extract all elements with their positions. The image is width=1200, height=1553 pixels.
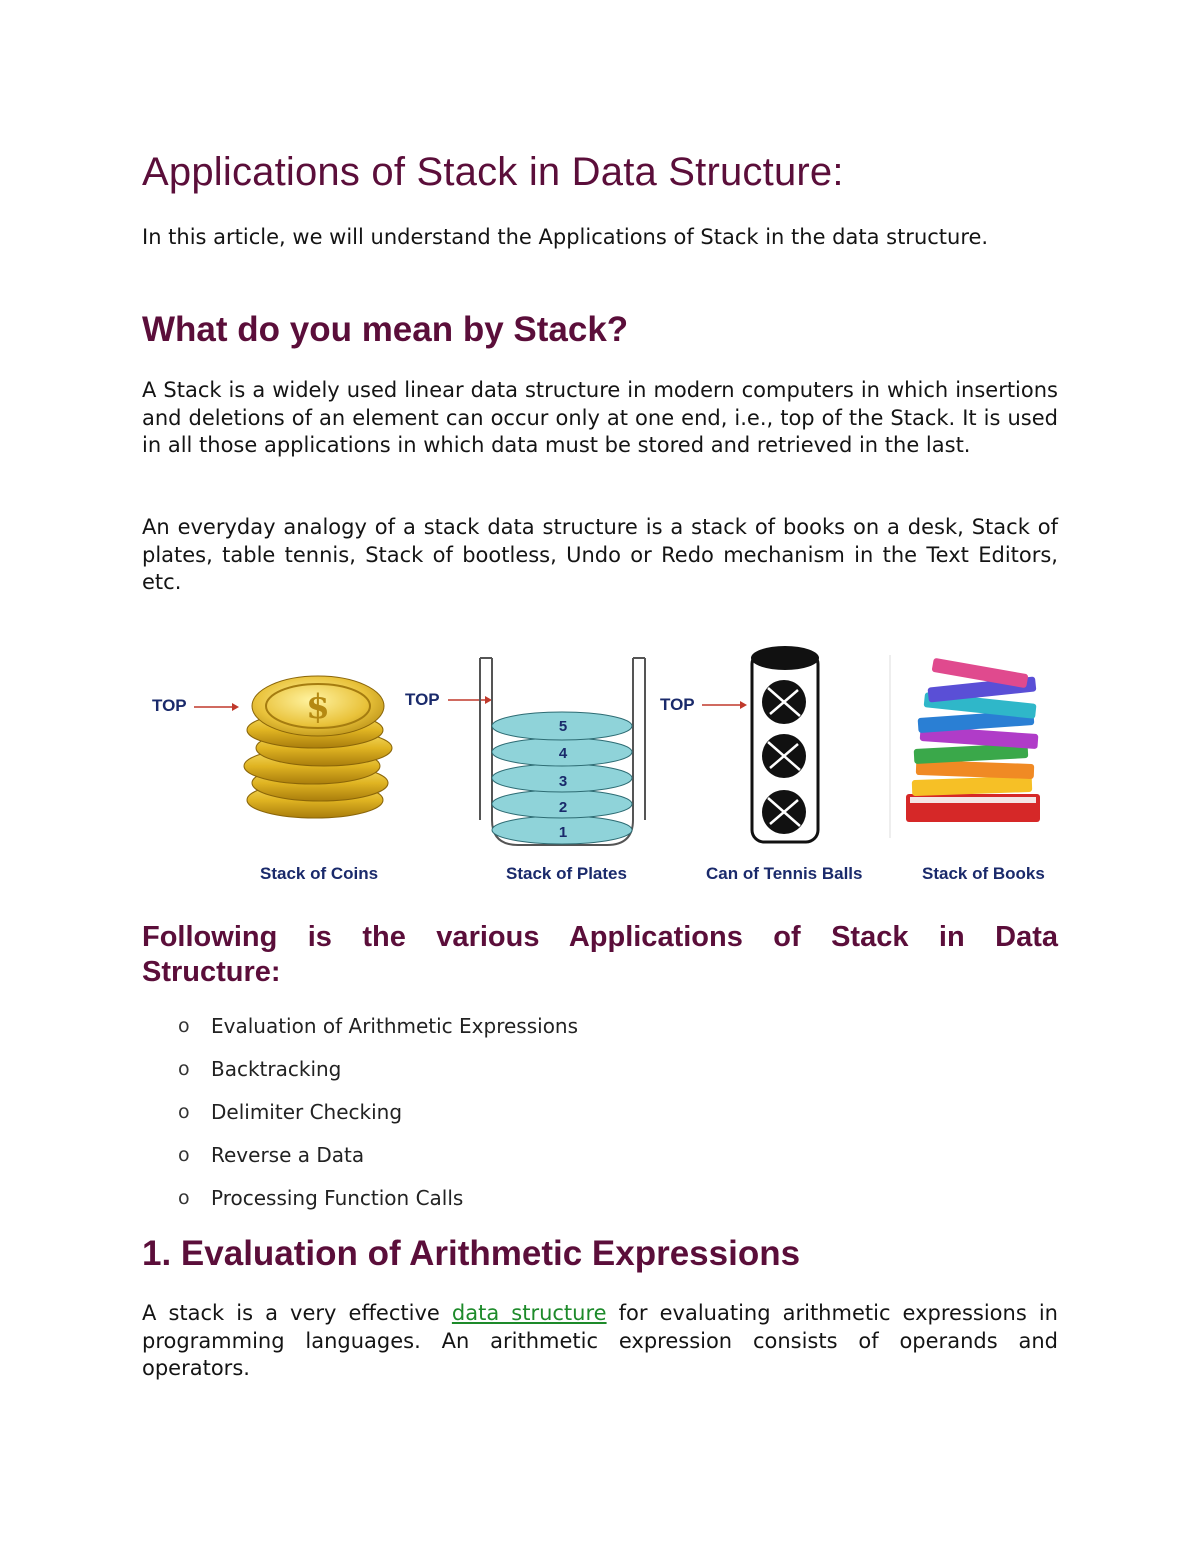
top-label-plates: TOP <box>405 690 440 709</box>
tennis-can-icon <box>751 646 819 842</box>
stack-definition-paragraph: A Stack is a widely used linear data structure in modern computers in which insertions and deletions of an element can occur only at one end, i.e., top of the Stack. It is used in all those applications in which data must be stored and retrieved in the last. <box>142 378 1058 457</box>
plate-number-1: 1 <box>558 824 568 841</box>
list-item <box>178 1090 578 1133</box>
bullet-icon: o <box>178 1014 190 1037</box>
page-title: Applications of Stack in Data Structure: <box>142 150 844 194</box>
list-item <box>178 1133 578 1176</box>
caption-coins: Stack of Coins <box>260 864 379 883</box>
intro-paragraph: In this article, we will understand the Applications of Stack in the data structure. <box>142 225 989 249</box>
plate-number-5: 5 <box>558 718 568 735</box>
evaluation-paragraph <box>142 1300 1058 1383</box>
bullet-icon: o <box>178 1186 190 1209</box>
top-arrow-plates <box>448 696 492 704</box>
list-item-label: Delimiter Checking <box>211 1099 403 1124</box>
plate-number-2: 2 <box>558 799 568 816</box>
list-item <box>178 1004 578 1047</box>
list-item-label: Evaluation of Arithmetic Expressions <box>211 1013 579 1038</box>
caption-books: Stack of Books <box>922 864 1045 883</box>
top-label-tennis: TOP <box>660 695 695 714</box>
top-arrow-tennis <box>702 701 747 709</box>
svg-text:$: $ <box>306 687 330 727</box>
tennis-ball-icon <box>762 790 806 834</box>
evaluation-text-before-link: A stack is a very effective <box>142 1301 452 1325</box>
books-stack-icon <box>890 655 1040 838</box>
bullet-icon: o <box>178 1143 190 1166</box>
list-item-label: Reverse a Data <box>211 1142 365 1167</box>
coins-stack-icon <box>244 676 398 820</box>
bullet-icon: o <box>178 1100 190 1123</box>
stack-analogy-paragraph: An everyday analogy of a stack data structure is a stack of books on a desk, Stack of plates, table tennis, Stack of bootless, Undo or Redo mechanism in the Text Editors, etc. <box>142 515 1058 594</box>
applications-heading <box>142 920 1058 990</box>
applications-heading-line2: Structure: <box>142 956 281 988</box>
top-arrow-coins <box>194 703 239 711</box>
applications-heading-line1: Following is the various Applications of Stack in Data <box>142 921 1058 953</box>
tennis-ball-icon <box>762 680 806 724</box>
data-structure-link[interactable]: data structure <box>451 1301 607 1325</box>
list-item-label: Backtracking <box>211 1056 342 1081</box>
bullet-icon: o <box>178 1057 190 1080</box>
applications-list <box>178 1004 578 1219</box>
plate-number-3: 3 <box>558 773 568 790</box>
stack-examples-illustration <box>140 640 1060 890</box>
caption-plates: Stack of Plates <box>506 864 627 883</box>
list-item <box>178 1176 578 1219</box>
caption-tennis: Can of Tennis Balls <box>706 864 863 883</box>
list-item-label: Processing Function Calls <box>211 1185 464 1210</box>
evaluation-text-after-link: for evaluating arithmetic expressions in programming languages. An arithmetic expression consists of operands and operators. <box>142 1301 1058 1380</box>
plate-number-4: 4 <box>558 745 568 762</box>
stack-examples-figure <box>140 640 1060 890</box>
list-item <box>178 1047 578 1090</box>
section-heading-what-is-stack: What do you mean by Stack? <box>142 310 629 349</box>
top-label-coins: TOP <box>152 696 187 715</box>
section-heading-evaluation: 1. Evaluation of Arithmetic Expressions <box>142 1234 801 1273</box>
tennis-ball-icon <box>762 734 806 778</box>
